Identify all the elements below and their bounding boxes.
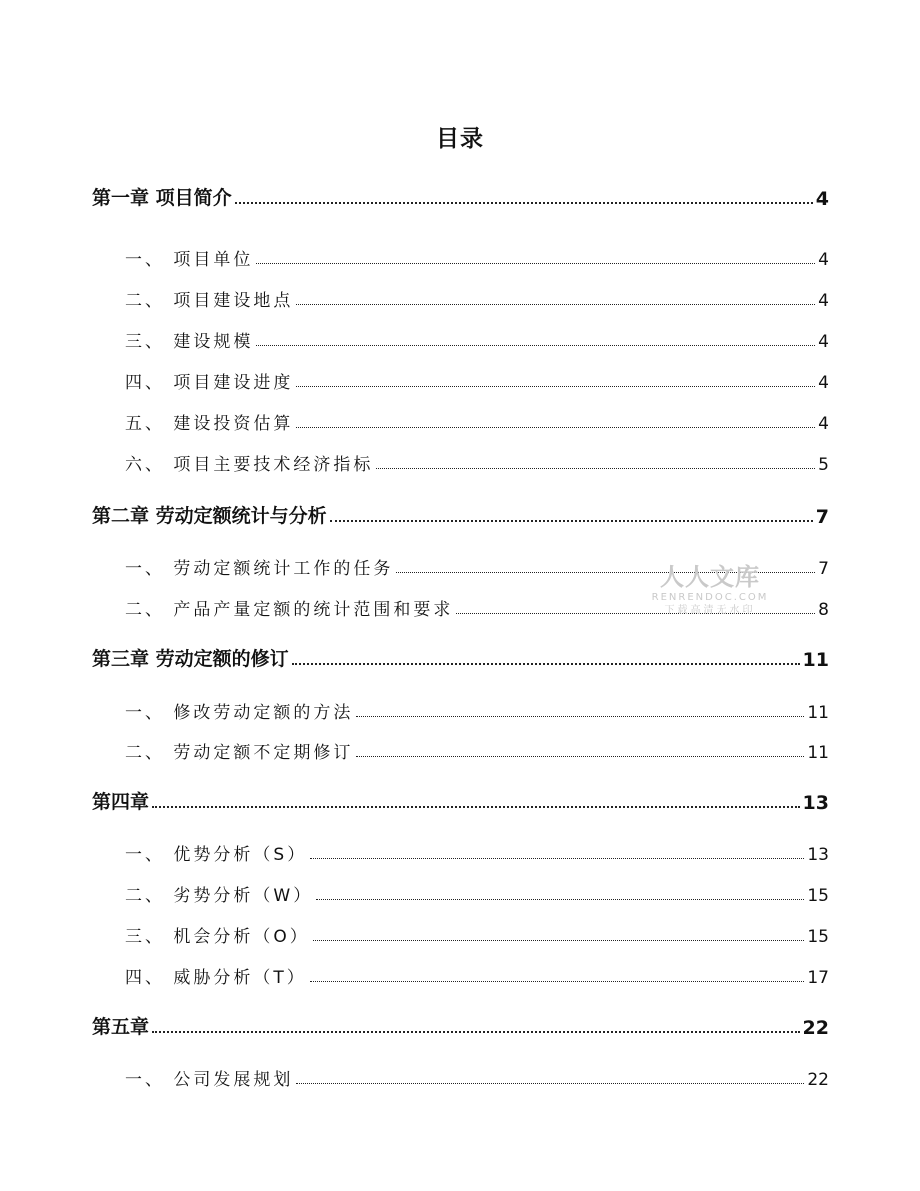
toc-page-number: 22 (807, 1070, 829, 1090)
dot-leader (456, 613, 815, 614)
toc-section-1-4[interactable] (125, 367, 829, 393)
toc-page-number: 4 (818, 414, 829, 434)
toc-entry-label: 第三章 劳动定额的修订 (92, 648, 289, 670)
toc-entry-label: 一、 修改劳动定额的方法 (125, 703, 354, 723)
dot-leader (310, 981, 805, 982)
toc-entry-label: 一、 优势分析（S） (125, 845, 308, 865)
watermark-domain-text: RENRENDOC.COM (651, 592, 769, 603)
toc-page-number: 5 (818, 455, 829, 475)
watermark-main-text: 人人文库 (660, 563, 760, 591)
toc-section-4-4[interactable] (125, 962, 829, 988)
toc-entry-label: 二、 产品产量定额的统计范围和要求 (125, 600, 454, 620)
toc-entry-label: 五、 建设投资估算 (125, 414, 294, 434)
toc-entry-label: 四、 项目建设进度 (125, 373, 294, 393)
toc-page-number: 22 (802, 1017, 829, 1039)
toc-chapter-2[interactable] (92, 502, 829, 528)
dot-leader (296, 427, 815, 428)
toc-page-number: 8 (818, 600, 829, 620)
toc-section-4-3[interactable] (125, 921, 829, 947)
toc-section-1-6[interactable] (125, 449, 829, 475)
toc-chapter-5[interactable] (92, 1013, 829, 1039)
toc-entry-label: 三、 建设规模 (125, 332, 254, 352)
dot-leader (296, 1083, 804, 1084)
toc-entry-label: 第一章 项目简介 (92, 187, 232, 209)
dot-leader (313, 940, 805, 941)
dot-leader (292, 663, 800, 665)
toc-entry-label: 六、 项目主要技术经济指标 (125, 455, 374, 475)
toc-page-number: 13 (802, 792, 829, 814)
dot-leader (296, 304, 815, 305)
toc-section-1-2[interactable] (125, 285, 829, 311)
toc-entry-label: 二、 项目建设地点 (125, 291, 294, 311)
toc-section-3-2[interactable] (125, 737, 829, 763)
toc-page-number: 11 (807, 703, 829, 723)
toc-page-number: 17 (807, 968, 829, 988)
toc-entry-label: 四、 威胁分析（T） (125, 968, 307, 988)
dot-leader (310, 858, 804, 859)
dot-leader (296, 386, 815, 387)
toc-page-number: 7 (815, 506, 829, 528)
toc-section-3-1[interactable] (125, 697, 829, 723)
toc-page-number: 4 (818, 373, 829, 393)
dot-leader (356, 716, 804, 717)
toc-page-number: 15 (807, 886, 829, 906)
toc-page-number: 11 (802, 649, 829, 671)
toc-page-number: 11 (807, 743, 829, 763)
toc-section-2-2[interactable] (125, 594, 829, 620)
dot-leader (152, 806, 800, 808)
toc-section-1-5[interactable] (125, 408, 829, 434)
toc-entry-label: 第四章 (92, 791, 150, 813)
toc-section-1-1[interactable] (125, 244, 829, 270)
toc-section-5-1[interactable] (125, 1064, 829, 1090)
toc-chapter-3[interactable] (92, 645, 829, 671)
toc-section-4-2[interactable] (125, 880, 829, 906)
dot-leader (152, 1031, 800, 1033)
dot-leader (330, 520, 813, 522)
toc-page-number: 13 (807, 845, 829, 865)
toc-page-number: 4 (818, 332, 829, 352)
toc-entry-label: 三、 机会分析（O） (125, 927, 310, 947)
toc-section-1-3[interactable] (125, 326, 829, 352)
toc-entry-label: 一、 公司发展规划 (125, 1070, 294, 1090)
toc-chapter-4[interactable] (92, 788, 829, 814)
watermark-sub-text: 下载高清无水印 (664, 605, 756, 616)
toc-entry-label: 第二章 劳动定额统计与分析 (92, 505, 327, 527)
toc-page-number: 15 (807, 927, 829, 947)
toc-entry-label: 二、 劳动定额不定期修订 (125, 743, 354, 763)
toc-page-number: 4 (815, 188, 829, 210)
dot-leader (316, 899, 804, 900)
dot-leader (376, 468, 815, 469)
toc-entry-label: 一、 劳动定额统计工作的任务 (125, 559, 394, 579)
dot-leader (256, 345, 815, 346)
dot-leader (256, 263, 815, 264)
dot-leader (396, 572, 815, 573)
toc-entry-label: 一、 项目单位 (125, 250, 254, 270)
toc-chapter-1[interactable] (92, 184, 829, 210)
toc-section-2-1[interactable] (125, 553, 829, 579)
toc-page-number: 4 (818, 250, 829, 270)
page-title: 目录 (436, 126, 484, 152)
toc-entry-label: 第五章 (92, 1016, 150, 1038)
toc-page-number: 4 (818, 291, 829, 311)
toc-entry-label: 二、 劣势分析（W） (125, 886, 314, 906)
dot-leader (356, 756, 804, 757)
dot-leader (235, 202, 813, 204)
toc-section-4-1[interactable] (125, 839, 829, 865)
toc-page-number: 7 (818, 559, 829, 579)
